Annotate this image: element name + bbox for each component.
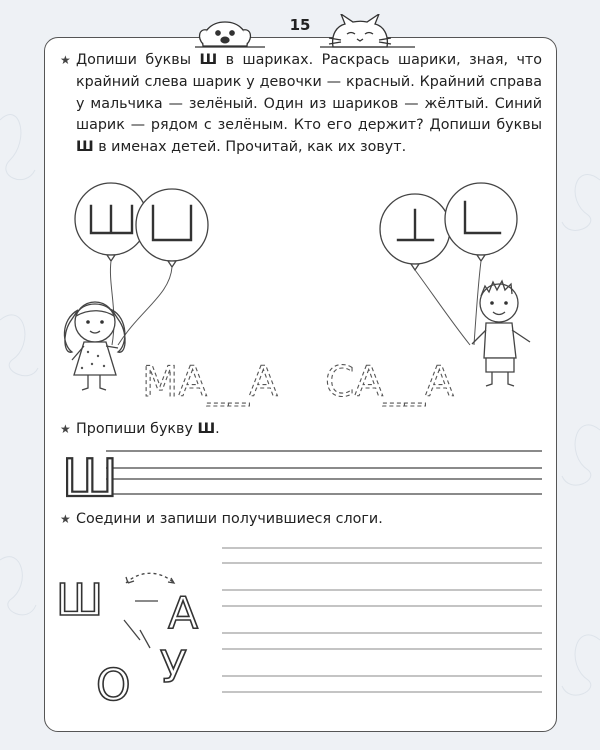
letter-o: О [96,660,131,711]
letter-a: А [168,588,199,639]
answer-lines [222,548,542,692]
letter-u: У [160,642,187,693]
task1-letter: Ш [199,52,218,68]
girl-balloon-string-right [118,267,172,345]
handwriting-lines [106,451,542,494]
connection-hints [124,573,174,648]
task1-letter2: Ш [76,139,94,156]
sample-letter-sh: Ш [62,449,118,509]
task2-end: . [215,421,220,437]
letter-sh: Ш [56,575,104,626]
boy-balloon-string-left [415,270,470,345]
task1-text-before: Допиши буквы [76,52,200,68]
task-connect-syllables [60,509,383,531]
task1-text-after: в шариках. Раскрась шарики, зная, что крайний слева шарик у девочки — красный. Крайний справа у мальчика — зелёный. Один из шариков — жёлтый. Синий шарик — рядом с зелёным. Кто его держит? Допиши буквы [76,52,542,134]
boy-balloon-right[interactable] [445,183,517,261]
girl-balloon-right[interactable] [136,189,208,267]
task2-letter: Ш [197,421,216,437]
task-trace-letter [60,419,220,441]
boy-balloon-left[interactable] [380,194,450,270]
boy-name-dashed: СА__А [325,357,454,406]
boy-illustration [472,281,530,386]
task2-text: Пропиши букву [76,421,198,437]
task1-text-end: в именах детей. Прочитай, как их зовут. [93,139,407,156]
girl-name-dashed: МА__А [142,357,278,406]
girl-illustration [64,302,125,390]
task3-text: Соедини и запиши получившиеся слоги. [76,511,383,527]
star-icon: ★ [60,512,71,526]
star-icon: ★ [60,422,71,436]
page-number: 15 [289,16,311,34]
star-icon: ★ [60,53,71,67]
